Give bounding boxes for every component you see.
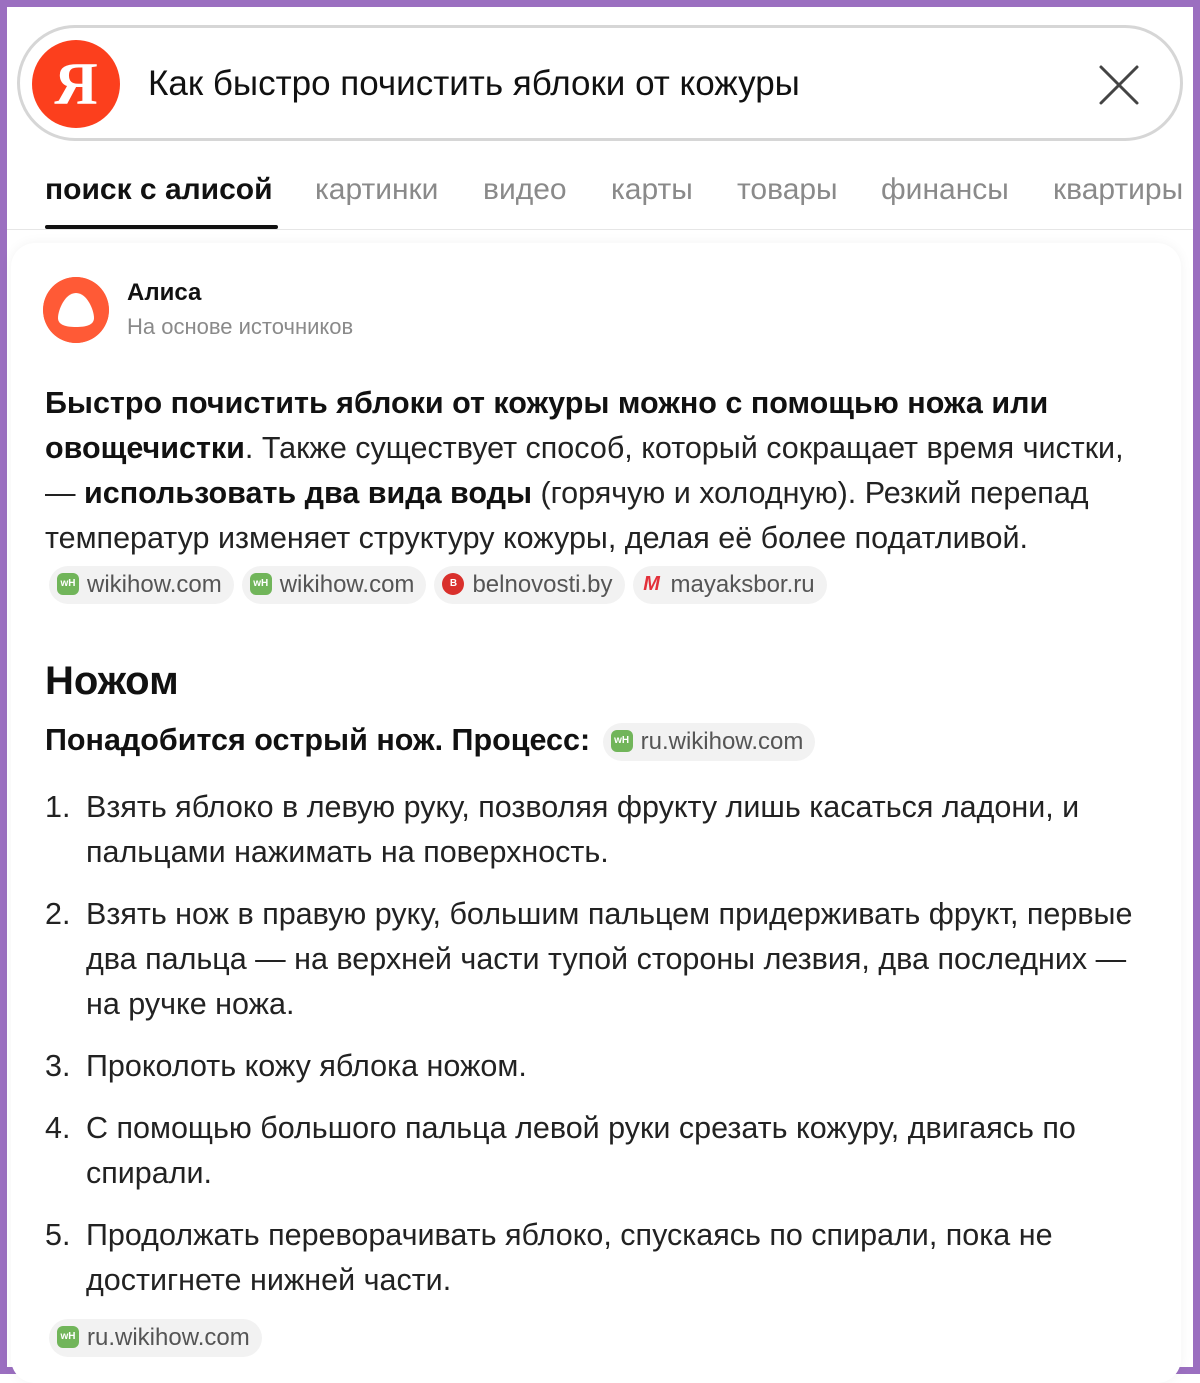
list-item <box>45 785 1155 875</box>
tab-alice-search[interactable]: поиск с алисой <box>45 173 273 206</box>
source-chip-wikihow-1[interactable] <box>49 566 234 604</box>
answer-text-1: . Также существует способ, который сокращает время чистки, — <box>45 431 1124 510</box>
step-number: 2. <box>45 897 71 931</box>
yandex-logo-icon[interactable]: Я <box>32 40 120 128</box>
source-chip-belnovosti[interactable] <box>434 566 624 604</box>
section-subtitle <box>45 723 819 761</box>
answer-text <box>45 381 1155 606</box>
search-input[interactable]: Как быстро почистить яблоки от кожуры <box>148 64 800 103</box>
belnovosti-icon: B <box>442 573 464 595</box>
source-label: belnovosti.by <box>472 570 613 598</box>
source-chip-ru-wikihow-bottom[interactable] <box>49 1319 262 1357</box>
list-item <box>45 1044 1155 1089</box>
source-chip-mayaksbor[interactable] <box>633 566 827 604</box>
close-icon[interactable] <box>1098 64 1140 106</box>
source-label: mayaksbor.ru <box>670 570 815 598</box>
step-text: Взять нож в правую руку, большим пальцем придерживать фрукт, первые два пальца — на верхней части тупой стороны лезвия, два последних — на ручке ножа. <box>86 897 1133 1021</box>
tab-products[interactable]: товары <box>737 173 838 206</box>
list-item <box>45 892 1155 1027</box>
assistant-subtitle: На основе источников <box>127 314 354 339</box>
source-label: wikihow.com <box>279 570 415 598</box>
step-number: 5. <box>45 1218 71 1252</box>
answer-bold-2: использовать два вида воды <box>83 476 533 510</box>
source-label: ru.wikihow.com <box>87 1324 250 1351</box>
step-text: Продолжать переворачивать яблоко, спускаясь по спирали, пока не достигнете нижней части. <box>86 1218 1053 1297</box>
section-title: Ножом <box>45 659 179 703</box>
source-label: wikihow.com <box>87 570 222 598</box>
answer-text-2: (горячую и холодную). Резкий перепад температур изменяет структуру кожуры, делая её более податливой. <box>45 476 1089 555</box>
steps-list <box>45 785 1155 1320</box>
step-text: Взять яблоко в левую руку, позволяя фрукту лишь касаться ладони, и пальцами нажимать на поверхность. <box>86 790 1080 869</box>
list-item <box>45 1106 1155 1196</box>
section-subtitle-text: Понадобится острый нож. Процесс: <box>45 723 591 758</box>
step-number: 4. <box>45 1111 71 1145</box>
tab-finance[interactable]: финансы <box>881 173 1009 206</box>
tab-apartments[interactable]: квартиры <box>1053 173 1184 206</box>
search-tabs <box>7 165 1193 230</box>
active-tab-indicator <box>45 225 278 229</box>
bottom-source <box>49 1319 262 1357</box>
wikihow-icon: wH <box>250 573 272 595</box>
alice-icon <box>43 277 109 343</box>
source-chip-wikihow-2[interactable] <box>242 566 427 604</box>
source-chip-ru-wikihow[interactable] <box>603 723 816 761</box>
step-text: Проколоть кожу яблока ножом. <box>86 1049 527 1083</box>
list-item <box>45 1213 1155 1303</box>
step-number: 1. <box>45 790 71 824</box>
mayaksbor-icon: M <box>643 572 660 595</box>
step-text: С помощью большого пальца левой руки срезать кожуру, двигаясь по спирали. <box>86 1111 1076 1190</box>
tab-video[interactable]: видео <box>483 173 567 206</box>
wikihow-icon: wH <box>611 730 633 752</box>
source-label: ru.wikihow.com <box>640 728 804 755</box>
tab-maps[interactable]: карты <box>611 173 693 206</box>
step-number: 3. <box>45 1049 71 1083</box>
answer-bold-1: Быстро почистить яблоки от кожуры можно с помощью ножа или овощечистки <box>45 386 1049 465</box>
tab-images[interactable]: картинки <box>315 173 439 206</box>
wikihow-icon: wH <box>57 573 79 595</box>
search-bar[interactable] <box>17 25 1183 141</box>
assistant-name: Алиса <box>127 279 202 306</box>
wikihow-icon: wH <box>57 1326 79 1348</box>
